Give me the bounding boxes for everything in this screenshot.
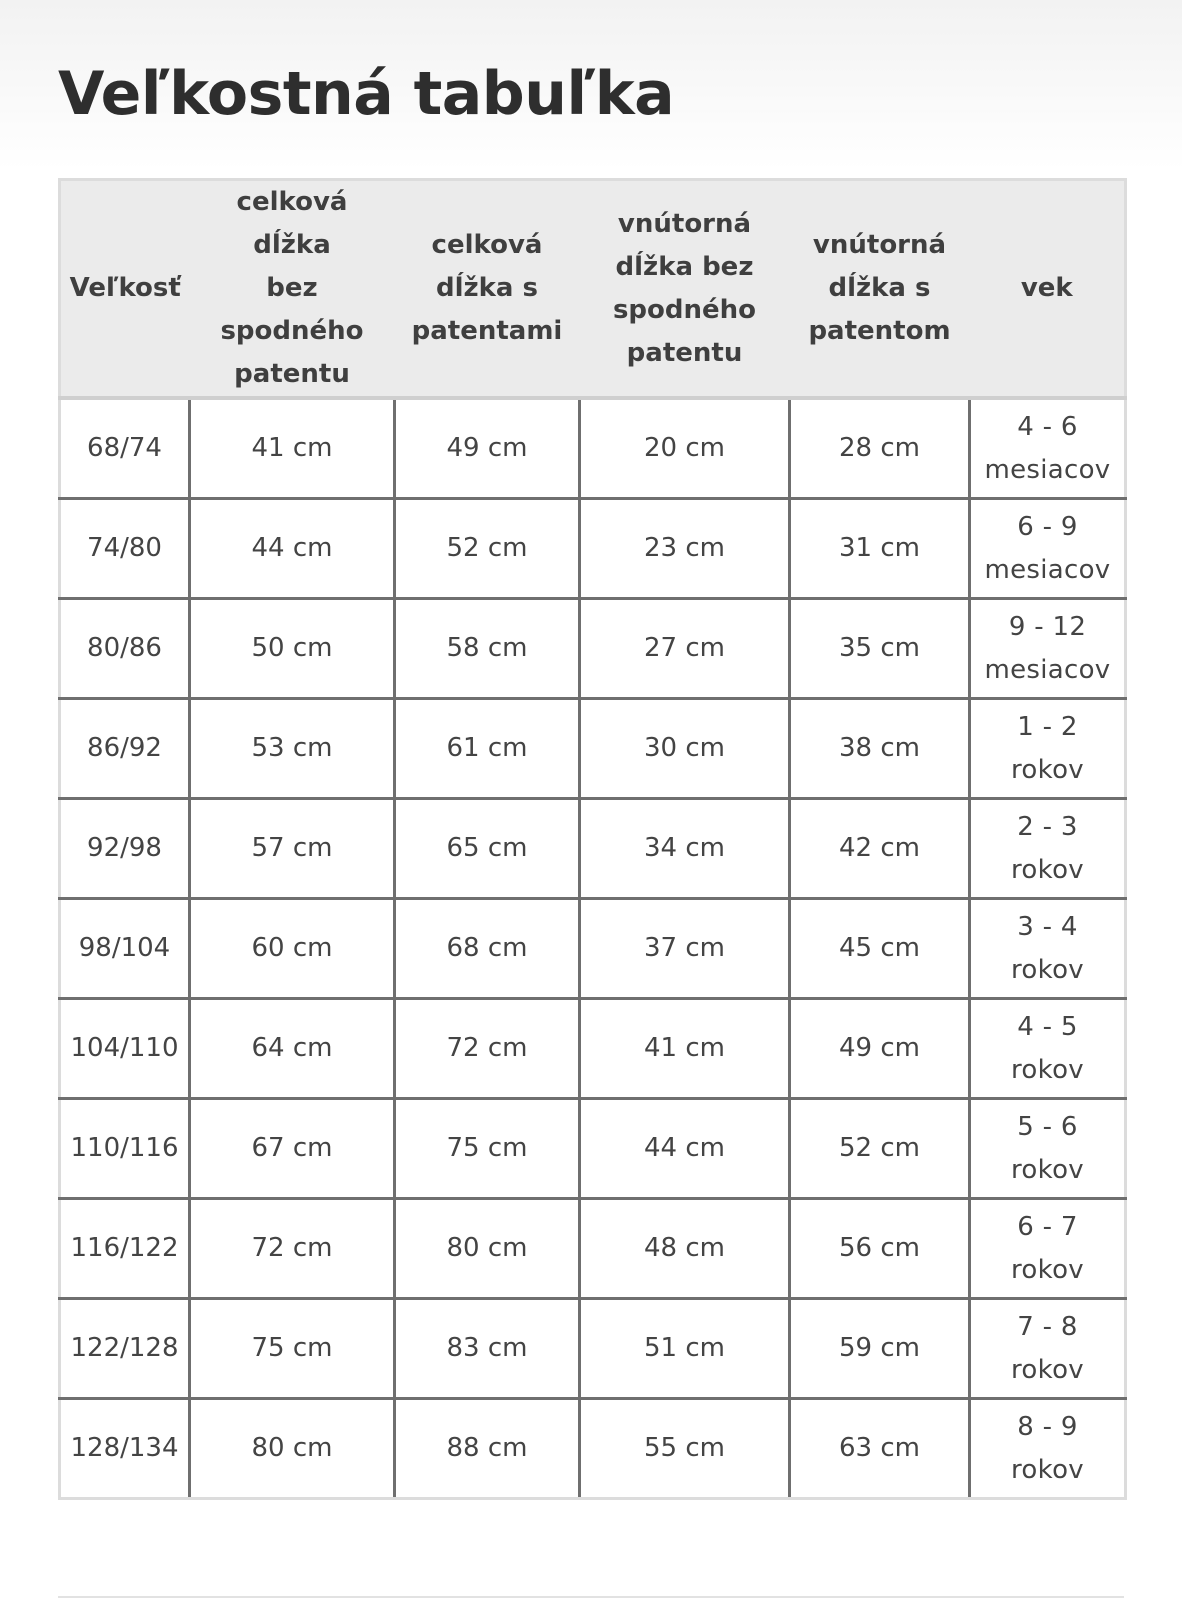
cell-age [970, 1199, 1126, 1299]
cell-total-length-with-snaps: 52 cm [395, 499, 580, 599]
header-label-line: patentu [626, 337, 743, 368]
cell-age [970, 499, 1126, 599]
cell-inner-length-without-snap: 55 cm [580, 1399, 790, 1499]
header-total-length-without-snap [190, 180, 395, 399]
cell-size: 110/116 [60, 1099, 190, 1199]
cell-age [970, 699, 1126, 799]
table-row [60, 799, 1126, 899]
cell-size: 74/80 [60, 499, 190, 599]
age-line: 2 - 3 [1017, 811, 1078, 842]
cell-total-length-with-snaps: 49 cm [395, 398, 580, 499]
age-line: 5 - 6 [1017, 1111, 1078, 1142]
table-header [60, 180, 1126, 399]
age-line: 3 - 4 [1017, 911, 1078, 942]
cell-age [970, 1099, 1126, 1199]
header-label-line: vek [1020, 273, 1073, 303]
age-line: mesiacov [984, 554, 1111, 585]
size-chart-table [58, 178, 1127, 1500]
header-label-line: patentom [808, 316, 951, 346]
cell-inner-length-without-snap: 51 cm [580, 1299, 790, 1399]
cell-inner-length-with-snap: 42 cm [790, 799, 970, 899]
table-row [60, 499, 1126, 599]
cell-size: 98/104 [60, 899, 190, 999]
age-line: rokov [1011, 1154, 1084, 1185]
page-title: Veľkostná tabuľka [58, 59, 675, 129]
header-label-line: dĺžka bez [615, 251, 754, 282]
header-age [970, 180, 1126, 399]
header-label-line: vnútorná [617, 208, 752, 239]
table-row [60, 398, 1126, 499]
table-row [60, 1099, 1126, 1199]
header-inner-length-with-snap [790, 180, 970, 399]
header-label-line: dĺžka s [435, 273, 539, 303]
cell-inner-length-with-snap: 49 cm [790, 999, 970, 1099]
header-label-line: Veľkosť [69, 273, 181, 303]
table-row [60, 1399, 1126, 1499]
age-line: 4 - 5 [1017, 1011, 1078, 1042]
age-line: mesiacov [984, 654, 1111, 685]
age-line: 7 - 8 [1017, 1311, 1078, 1342]
cell-size: 86/92 [60, 699, 190, 799]
header-inner-length-without-snap [580, 180, 790, 399]
header-label-line: dĺžka s [828, 273, 931, 303]
table-row [60, 999, 1126, 1099]
cell-total-length-without-snap: 41 cm [190, 398, 395, 499]
header-label-line: patentami [411, 316, 563, 346]
age-line: 9 - 12 [1008, 611, 1087, 642]
cell-total-length-with-snaps: 75 cm [395, 1099, 580, 1199]
cell-total-length-with-snaps: 83 cm [395, 1299, 580, 1399]
age-line: 6 - 9 [1017, 511, 1078, 542]
cell-size: 80/86 [60, 599, 190, 699]
header-total-length-with-snaps [395, 180, 580, 399]
cell-inner-length-without-snap: 44 cm [580, 1099, 790, 1199]
cell-total-length-without-snap: 72 cm [190, 1199, 395, 1299]
cell-inner-length-without-snap: 23 cm [580, 499, 790, 599]
cell-inner-length-with-snap: 28 cm [790, 398, 970, 499]
cell-inner-length-without-snap: 41 cm [580, 999, 790, 1099]
cell-inner-length-with-snap: 38 cm [790, 699, 970, 799]
cell-age [970, 1399, 1126, 1499]
cell-total-length-without-snap: 75 cm [190, 1299, 395, 1399]
cell-total-length-with-snaps: 58 cm [395, 599, 580, 699]
cell-inner-length-without-snap: 27 cm [580, 599, 790, 699]
age-line: rokov [1011, 1354, 1084, 1385]
table-row [60, 1299, 1126, 1399]
age-line: 8 - 9 [1017, 1411, 1078, 1442]
cell-total-length-without-snap: 50 cm [190, 599, 395, 699]
age-line: 1 - 2 [1017, 711, 1078, 742]
table-row [60, 599, 1126, 699]
cell-size: 104/110 [60, 999, 190, 1099]
age-line: rokov [1011, 1254, 1084, 1285]
cell-inner-length-without-snap: 37 cm [580, 899, 790, 999]
table-row [60, 1199, 1126, 1299]
header-label-line: patentu [234, 359, 350, 389]
age-line: rokov [1011, 754, 1084, 785]
cell-age [970, 398, 1126, 499]
cell-total-length-with-snaps: 65 cm [395, 799, 580, 899]
cell-total-length-without-snap: 64 cm [190, 999, 395, 1099]
cell-total-length-without-snap: 53 cm [190, 699, 395, 799]
cell-total-length-with-snaps: 88 cm [395, 1399, 580, 1499]
cell-total-length-without-snap: 67 cm [190, 1099, 395, 1199]
cell-size: 122/128 [60, 1299, 190, 1399]
header-label-line: celková [431, 230, 543, 260]
header-size [60, 180, 190, 399]
age-line: 6 - 7 [1017, 1211, 1078, 1242]
cell-size: 92/98 [60, 799, 190, 899]
cell-age [970, 899, 1126, 999]
section-divider [58, 1596, 1124, 1598]
age-line: mesiacov [984, 454, 1111, 485]
age-line: rokov [1011, 954, 1084, 985]
cell-total-length-without-snap: 44 cm [190, 499, 395, 599]
header-label-line: spodného [612, 294, 757, 325]
age-line: rokov [1011, 1054, 1084, 1085]
cell-age [970, 1299, 1126, 1399]
header-label-line: vnútorná [812, 230, 947, 260]
cell-inner-length-with-snap: 63 cm [790, 1399, 970, 1499]
cell-inner-length-with-snap: 45 cm [790, 899, 970, 999]
cell-age [970, 599, 1126, 699]
table-row [60, 899, 1126, 999]
age-line: rokov [1011, 1454, 1084, 1485]
cell-age [970, 799, 1126, 899]
cell-inner-length-without-snap: 48 cm [580, 1199, 790, 1299]
cell-total-length-without-snap: 57 cm [190, 799, 395, 899]
table-header-row [60, 180, 1126, 399]
cell-total-length-without-snap: 80 cm [190, 1399, 395, 1499]
table-row [60, 699, 1126, 799]
cell-total-length-with-snaps: 68 cm [395, 899, 580, 999]
header-label-line: bez spodného [220, 273, 364, 346]
cell-size: 128/134 [60, 1399, 190, 1499]
cell-total-length-without-snap: 60 cm [190, 899, 395, 999]
cell-total-length-with-snaps: 80 cm [395, 1199, 580, 1299]
cell-total-length-with-snaps: 61 cm [395, 699, 580, 799]
age-line: rokov [1011, 854, 1084, 885]
cell-total-length-with-snaps: 72 cm [395, 999, 580, 1099]
cell-inner-length-with-snap: 59 cm [790, 1299, 970, 1399]
cell-inner-length-with-snap: 31 cm [790, 499, 970, 599]
cell-inner-length-without-snap: 20 cm [580, 398, 790, 499]
cell-inner-length-with-snap: 52 cm [790, 1099, 970, 1199]
cell-inner-length-without-snap: 34 cm [580, 799, 790, 899]
cell-age [970, 999, 1126, 1099]
age-line: 4 - 6 [1017, 411, 1078, 442]
cell-size: 116/122 [60, 1199, 190, 1299]
cell-inner-length-with-snap: 35 cm [790, 599, 970, 699]
header-label-line: celková dĺžka [236, 187, 348, 260]
cell-inner-length-without-snap: 30 cm [580, 699, 790, 799]
table-body [60, 398, 1126, 1499]
cell-size: 68/74 [60, 398, 190, 499]
cell-inner-length-with-snap: 56 cm [790, 1199, 970, 1299]
